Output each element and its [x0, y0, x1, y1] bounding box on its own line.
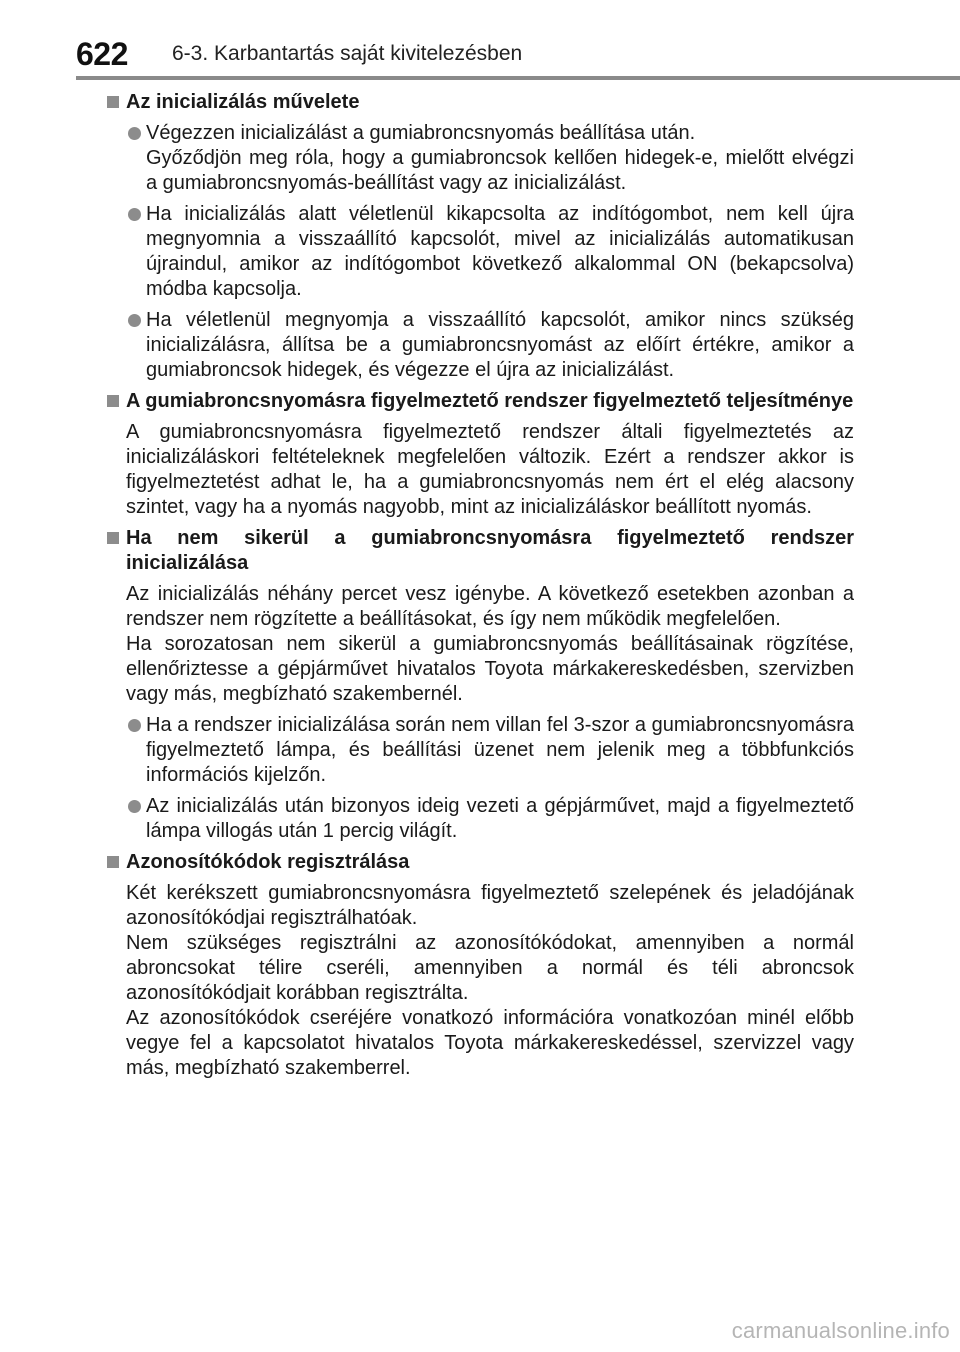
body-paragraph: Az inicializálás néhány percet vesz igénybe. A következő esetekben azonban a rendszer nem rögzítette a beállításokat, és így nem működik megfelelően.	[126, 583, 854, 630]
body-paragraph: Két kerékszett gumiabroncsnyomásra figyelmeztető szelepének és jeladójának azonosítókódjai regisztrálhatóak.	[126, 882, 854, 929]
bullet-text: Végezzen inicializálást a gumiabroncsnyomás beállítása után.	[146, 122, 696, 144]
circle-bullet-icon	[126, 794, 146, 819]
circle-bullet-icon	[126, 713, 146, 738]
bullet-text: Győződjön meg róla, hogy a gumiabroncsok kellően hidegek-e, mielőtt elvégzi a gumiabroncsnyomás-beállítást vagy az inicializálást.	[146, 147, 854, 194]
square-bullet-icon	[106, 90, 126, 115]
list-item	[126, 713, 854, 788]
body-paragraph: Nem szükséges regisztrálni az azonosítókódokat, amennyiben a normál abroncsokat télire cseréli, amennyiben a normál és téli abroncsok azonosítókódjait korábban regisztrálta.	[126, 932, 854, 1004]
body-paragraph: Az azonosítókódok cseréjére vonatkozó információra vonatkozóan minél előbb vegye fel a kapcsolatot hivatalos Toyota márkakereskedéssel, szervizzel vagy más, megbízható szakemberrel.	[126, 1007, 854, 1079]
section-heading: Ha nem sikerül a gumiabroncsnyomásra figyelmeztető rendszer inicializálása	[106, 526, 854, 576]
page-header	[0, 0, 960, 80]
circle-bullet-icon	[126, 202, 146, 227]
section-id-code-registration	[106, 850, 854, 1081]
section-heading: Azonosítókódok regisztrálása	[106, 850, 854, 875]
section-warning-performance	[106, 389, 854, 520]
list-item	[126, 308, 854, 383]
section-title: 6-3. Karbantartás saját kivitelezésben	[172, 42, 523, 65]
square-bullet-icon	[106, 389, 126, 414]
header-divider	[76, 76, 960, 80]
list-item	[126, 794, 854, 844]
list-item	[126, 121, 854, 196]
section-initialization-failure	[106, 526, 854, 844]
section-heading: A gumiabroncsnyomásra figyelmeztető rendszer figyelmeztető teljesítménye	[106, 389, 854, 414]
section-heading: Az inicializálás művelete	[106, 90, 854, 115]
circle-bullet-icon	[126, 121, 146, 146]
body-paragraph: A gumiabroncsnyomásra figyelmeztető rendszer általi figyelmeztetés az inicializáláskori feltételeknek megfelelően változik. Ezért a rendszer akkor is figyelmeztetést adhat le, ha a gumiabroncsnyomás nem ért el elég alacsony szintet, vagy ha a nyomás nagyobb, mint az inicializáláskor beállított nyomás.	[126, 421, 854, 518]
page-content	[106, 90, 854, 1087]
square-bullet-icon	[106, 526, 126, 551]
circle-bullet-icon	[126, 308, 146, 333]
bullet-text: Ha a rendszer inicializálása során nem villan fel 3-szor a gumiabroncsnyomásra figyelmeztető lámpa, és beállítási üzenet nem jelenik meg a többfunkciós információs kijelzőn.	[146, 714, 854, 786]
watermark: carmanualsonline.info	[731, 1318, 950, 1343]
bullet-text: Az inicializálás után bizonyos ideig vezeti a gépjárművet, majd a figyelmeztető lámpa villogás után 1 percig világít.	[146, 795, 854, 842]
page-number: 622	[76, 36, 128, 72]
list-item	[126, 202, 854, 302]
section-initialization-procedure	[106, 90, 854, 383]
square-bullet-icon	[106, 850, 126, 875]
bullet-text: Ha inicializálás alatt véletlenül kikapcsolta az indítógombot, nem kell újra megnyomnia a visszaállító kapcsolót, mivel az inicializálás automatikusan újraindul, amikor az indítógombot következő alkalommal ON (bekapcsolva) módba kapcsolja.	[146, 203, 854, 300]
body-paragraph: Ha sorozatosan nem sikerül a gumiabroncsnyomás beállításainak rögzítése, ellenőriztesse a gépjárművet hivatalos Toyota márkakereskedésben, szervizben vagy más, megbízható szakembernél.	[126, 633, 854, 705]
bullet-text: Ha véletlenül megnyomja a visszaállító kapcsolót, amikor nincs szükség inicializálásra, állítsa be a gumiabroncsnyomást az előírt értékre, amikor a gumiabroncsok hidegek, és végezze el újra az inicializálást.	[146, 309, 854, 381]
